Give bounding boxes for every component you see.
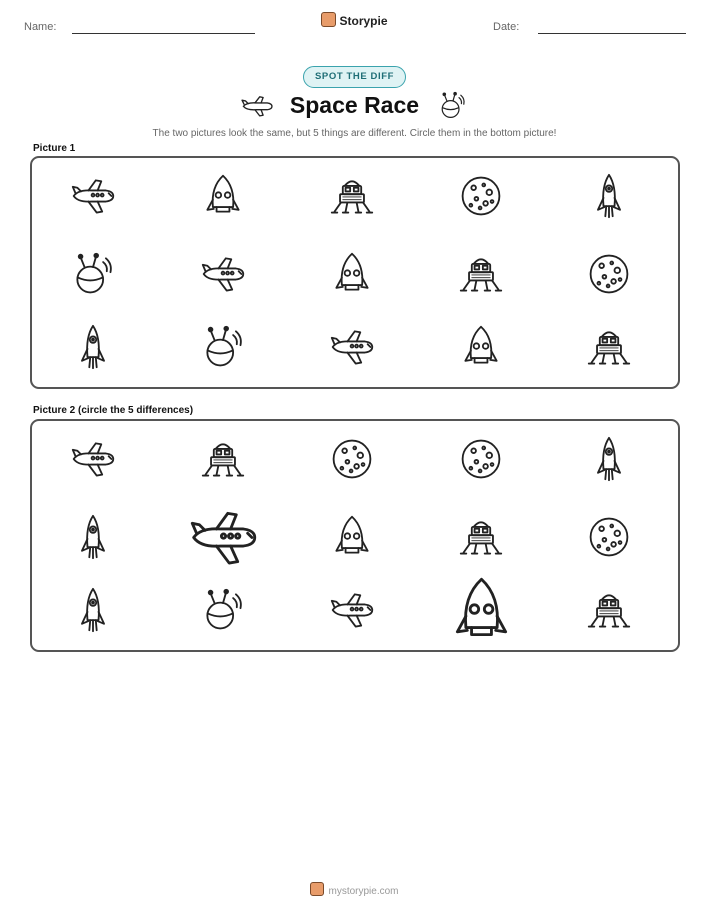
picture1-label: Picture 1 <box>33 143 76 154</box>
picture1-lunar-lander-icon[interactable] <box>329 173 375 219</box>
picture1-rocket-icon[interactable] <box>458 324 504 370</box>
picture2-airplane-icon[interactable] <box>329 587 375 633</box>
picture1-ufo-ball-icon[interactable] <box>200 324 246 370</box>
footer <box>0 882 709 897</box>
instructions: The two pictures look the same, but 5 things are different. Circle them in the bottom picture! <box>152 128 557 139</box>
picture2-moon-icon[interactable] <box>329 436 375 482</box>
date-line[interactable] <box>538 33 686 34</box>
picture1-rocket-slim-icon[interactable] <box>586 173 632 219</box>
picture1-airplane-icon[interactable] <box>70 173 116 219</box>
spot-the-diff-badge: SPOT THE DIFF <box>303 66 406 88</box>
storypie-logo-icon <box>310 882 324 896</box>
picture2-rocket-slim-icon[interactable] <box>70 587 116 633</box>
picture1-rocket-icon[interactable] <box>200 173 246 219</box>
picture2-airplane-icon[interactable] <box>70 436 116 482</box>
picture2-label: Picture 2 (circle the 5 differences) <box>33 405 194 416</box>
picture2-rocket-icon[interactable] <box>446 575 517 646</box>
name-label: Name: <box>24 21 57 33</box>
storypie-logo-icon <box>321 12 336 27</box>
picture1-moon-icon[interactable] <box>458 173 504 219</box>
picture2-rocket-icon[interactable] <box>329 514 375 560</box>
picture1-lunar-lander-icon[interactable] <box>586 324 632 370</box>
brand-name: Storypie <box>339 14 388 28</box>
picture1-airplane-icon[interactable] <box>200 251 246 297</box>
picture1-ufo-ball-icon[interactable] <box>70 251 116 297</box>
date-label: Date: <box>493 21 520 33</box>
picture2-lunar-lander-icon[interactable] <box>458 514 504 560</box>
picture1-rocket-slim-icon[interactable] <box>70 324 116 370</box>
picture2-lunar-lander-icon[interactable] <box>200 436 246 482</box>
picture2-lunar-lander-icon[interactable] <box>586 587 632 633</box>
picture2-frame[interactable] <box>30 419 680 652</box>
footer-site: mystorypie.com <box>328 886 399 897</box>
title-ufo-ball-icon <box>437 91 469 121</box>
brand-logo <box>0 12 709 28</box>
picture1-moon-icon[interactable] <box>586 251 632 297</box>
picture2-rocket-slim-icon[interactable] <box>586 436 632 482</box>
picture2-moon-icon[interactable] <box>586 514 632 560</box>
picture2-moon-icon[interactable] <box>458 436 504 482</box>
page-title: Space Race <box>289 92 420 118</box>
picture1-airplane-icon[interactable] <box>329 324 375 370</box>
picture1-rocket-icon[interactable] <box>329 251 375 297</box>
picture1-lunar-lander-icon[interactable] <box>458 251 504 297</box>
picture2-ufo-ball-icon[interactable] <box>200 587 246 633</box>
picture2-airplane-icon[interactable] <box>188 502 259 573</box>
name-line[interactable] <box>72 33 255 34</box>
picture1-frame[interactable] <box>30 156 680 389</box>
picture2-rocket-slim-icon[interactable] <box>70 514 116 560</box>
title-airplane-icon <box>240 94 274 118</box>
